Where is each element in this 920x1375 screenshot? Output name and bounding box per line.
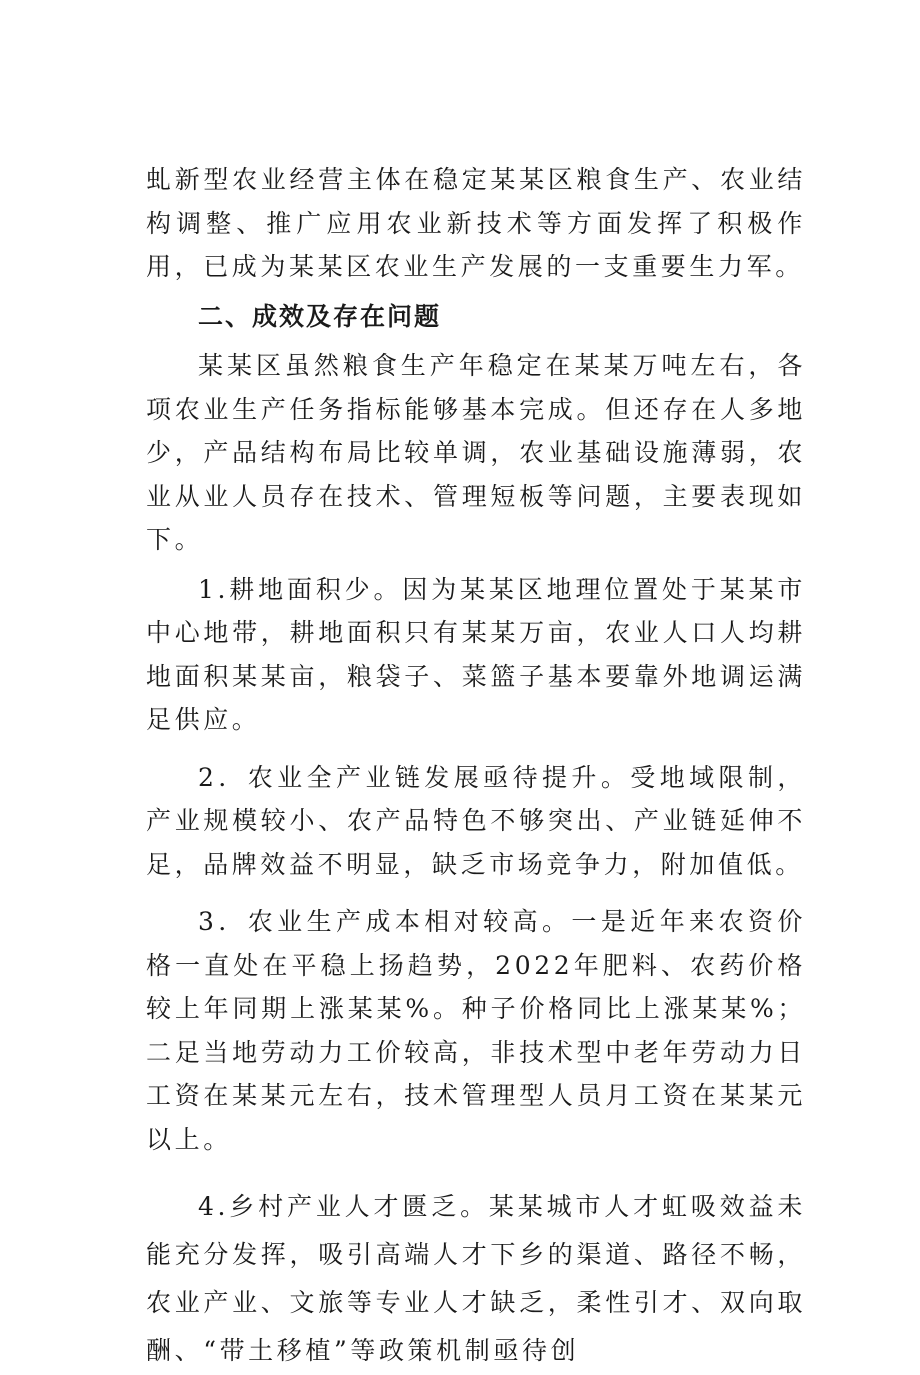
list-item-4: 4.乡村产业人才匮乏。某某城市人才虹吸效益未能充分发挥，吸引高端人才下乡的渠道、路径不畅，农业产业、文旅等专业人才缺乏，柔性引才、双向取酬、“带土移植”等政策机制亟待创 bbox=[146, 1192, 806, 1365]
section-heading: 二、成效及存在问题 bbox=[198, 301, 442, 331]
list-item-1: 1.耕地面积少。因为某某区地理位置处于某某市中心地带，耕地面积只有某某万亩，农业人口人均耕地面积某某亩，粮袋子、菜篮子基本要靠外地调运满足供应。 bbox=[146, 574, 806, 734]
paragraph-continuation: 虬新型农业经营主体在稳定某某区粮食生产、农业结构调整、推广应用农业新技术等方面发挥了积极作用，已成为某某区农业生产发展的一支重要生力军。 bbox=[146, 165, 806, 281]
document-body bbox=[146, 158, 806, 1375]
list-item-3: 3．农业生产成本相对较高。一是近年来农资价格一直处在平稳上扬趋势，2022年肥料、农药价格较上年同期上涨某某%。种子价格同比上涨某某%；二足当地劳动力工价较高，非技术型中老年劳动力日工资在某某元左右，技术管理型人员月工资在某某元以上。 bbox=[146, 907, 806, 1154]
paragraph-summary: 某某区虽然粮食生产年稳定在某某万吨左右，各项农业生产任务指标能够基本完成。但还存在人多地少，产品结构布局比较单调，农业基础设施薄弱，农业从业人员存在技术、管理短板等问题，主要表现如下。 bbox=[146, 351, 806, 554]
list-item-2: 2．农业全产业链发展亟待提升。受地域限制，产业规模较小、农产品特色不够突出、产业链延伸不足，品牌效益不明显，缺乏市场竞争力，附加值低。 bbox=[146, 762, 806, 879]
